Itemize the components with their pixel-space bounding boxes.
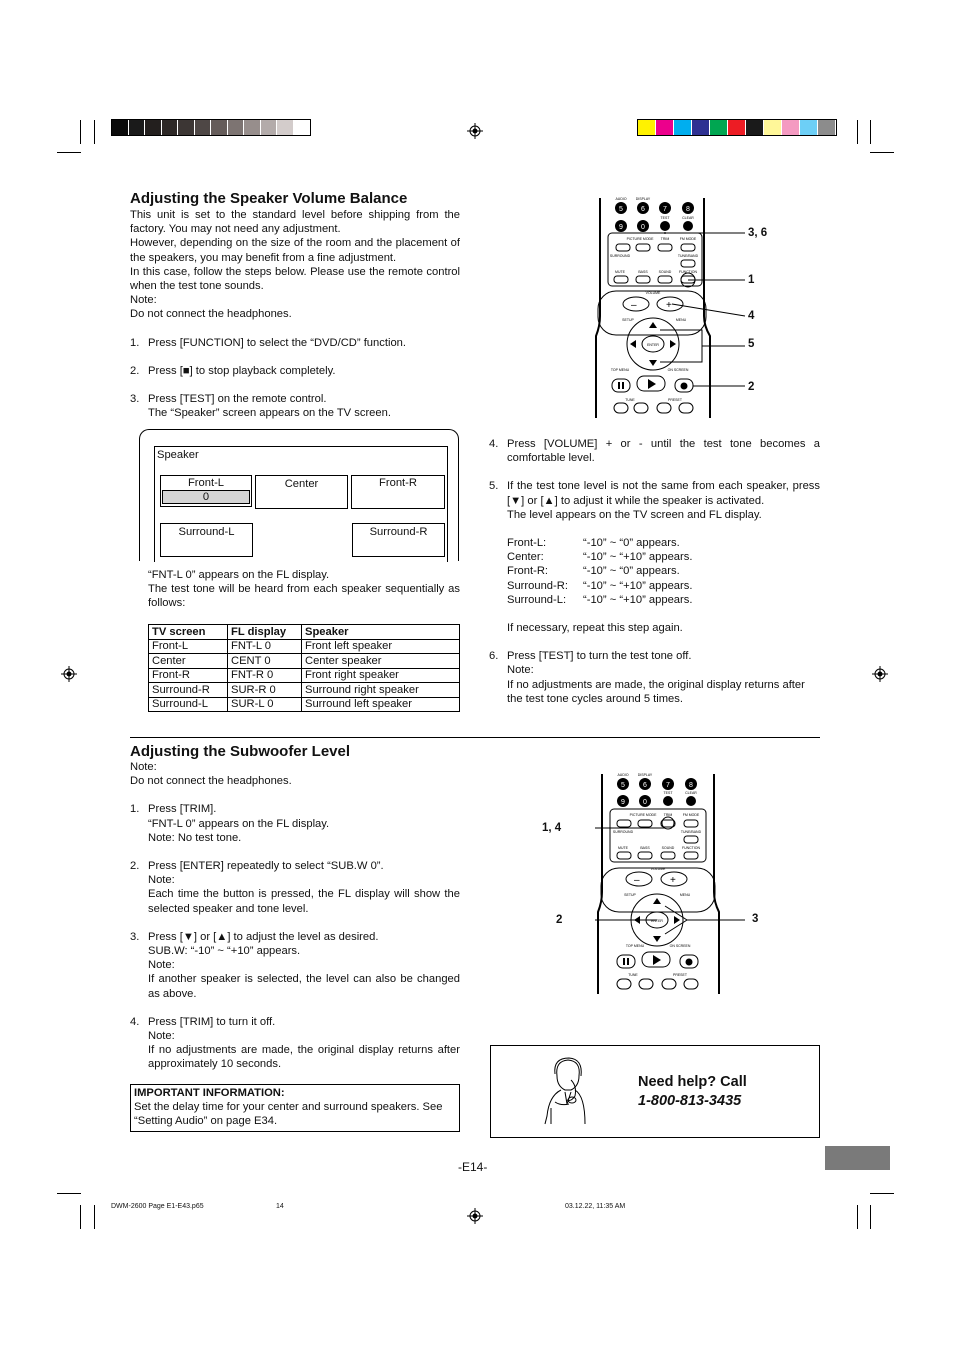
svg-text:MENU: MENU bbox=[679, 893, 691, 897]
step-2: 2. Press [ENTER] repeatedly to select “SUB.W 0”. Note: Each time the button is pressed, the FL display will show the selected speaker and tone level. bbox=[130, 860, 460, 915]
fl-display-note: “FNT-L 0” appears on the FL display. bbox=[148, 569, 330, 581]
svg-text:0: 0 bbox=[643, 799, 647, 806]
tv-speaker-screen bbox=[139, 429, 459, 561]
svg-text:SURROUND: SURROUND bbox=[612, 830, 634, 834]
svg-text:TRIM: TRIM bbox=[660, 237, 670, 241]
note-label: Note: bbox=[130, 761, 157, 773]
svg-text:9: 9 bbox=[621, 799, 625, 806]
callout-label: 2 bbox=[556, 914, 563, 926]
level-ranges bbox=[507, 536, 820, 607]
footer-date: 03.12.22, 11:35 AM bbox=[565, 1203, 626, 1210]
svg-text:ENTER: ENTER bbox=[651, 919, 663, 923]
important-info-box bbox=[130, 1084, 460, 1132]
table-row: Front-L FNT-L 0 Front left speaker bbox=[149, 639, 460, 654]
section-divider bbox=[130, 737, 820, 738]
color-swatch bbox=[710, 120, 728, 135]
svg-text:TRIM: TRIM bbox=[663, 813, 673, 817]
svg-text:TOP MENU: TOP MENU bbox=[625, 944, 645, 948]
help-text: Need help? Call 1-800-813-3435 bbox=[638, 1074, 747, 1109]
svg-text:6: 6 bbox=[641, 206, 645, 213]
note-text: Do not connect the headphones. bbox=[130, 308, 292, 321]
svg-text:MUTE: MUTE bbox=[615, 270, 625, 274]
svg-text:–: – bbox=[631, 300, 637, 311]
remote-control-diagram bbox=[595, 772, 775, 997]
svg-text:SURROUND: SURROUND bbox=[609, 254, 631, 258]
color-swatch bbox=[746, 120, 764, 135]
svg-text:5: 5 bbox=[619, 206, 623, 213]
callout-label: 2 bbox=[748, 381, 755, 393]
footer-page-no: 14 bbox=[276, 1203, 284, 1210]
color-swatch bbox=[674, 120, 692, 135]
table-header: TV screen bbox=[149, 625, 228, 640]
table-row: Surround-R SUR-R 0 Surround right speaker bbox=[149, 683, 460, 698]
speaker-table bbox=[148, 624, 460, 712]
svg-text:PICTURE MODE: PICTURE MODE bbox=[629, 813, 657, 817]
list-item: Front-R: “-10” ~ “0” appears. bbox=[507, 565, 680, 578]
list-item: Surround-R: “-10” ~ “+10” appears. bbox=[507, 579, 693, 592]
svg-text:MUTE: MUTE bbox=[618, 846, 628, 850]
svg-text:7: 7 bbox=[666, 782, 670, 789]
speaker-balance-section bbox=[130, 190, 460, 420]
footer-filename: DWM-2600 Page E1-E43.p65 bbox=[111, 1203, 204, 1210]
page-number: -E14- bbox=[458, 1160, 488, 1174]
svg-text:CLEAR: CLEAR bbox=[685, 791, 697, 795]
svg-text:BASS: BASS bbox=[640, 846, 650, 850]
svg-text:VOLUME: VOLUME bbox=[645, 291, 661, 295]
svg-text:8: 8 bbox=[686, 206, 690, 213]
step-6: 6. Press [TEST] to turn the test tone off. Note: If no adjustments are made, the original display returns after the test tone cycles around 5 times. bbox=[489, 650, 805, 705]
svg-text:7: 7 bbox=[663, 206, 667, 213]
svg-text:+: + bbox=[670, 875, 676, 886]
svg-text:FUNCTION: FUNCTION bbox=[678, 270, 698, 274]
gray-swatch bbox=[112, 120, 129, 135]
speaker-box-front-r: Front-R bbox=[351, 475, 445, 509]
table-row: Center CENT 0 Center speaker bbox=[149, 654, 460, 669]
table-header: FL display bbox=[228, 625, 302, 640]
note-label: Note: bbox=[130, 294, 157, 307]
svg-text:6: 6 bbox=[643, 782, 647, 789]
registration-mark-icon bbox=[467, 1208, 483, 1224]
speaker-box-surround-l: Surround-L bbox=[160, 523, 253, 557]
help-box bbox=[490, 1045, 820, 1138]
color-swatch bbox=[818, 120, 836, 135]
speaker-box-surround-r: Surround-R bbox=[352, 523, 445, 557]
subwoofer-section bbox=[130, 743, 460, 1072]
svg-text:SETUP: SETUP bbox=[624, 893, 636, 897]
step-4: 4. Press [TRIM] to turn it off. Note: If no adjustments are made, the original display returns after approximately 10 seconds. bbox=[130, 1015, 460, 1071]
callout-label: 3, 6 bbox=[748, 227, 768, 239]
svg-text:9: 9 bbox=[619, 224, 623, 231]
gray-swatch bbox=[211, 120, 228, 135]
svg-text:TUNE/BAND: TUNE/BAND bbox=[680, 830, 702, 834]
svg-text:SOUND: SOUND bbox=[661, 846, 675, 850]
svg-text:DISPLAY: DISPLAY bbox=[635, 197, 651, 201]
gray-swatch bbox=[162, 120, 179, 135]
table-row: Surround-L SUR-L 0 Surround left speaker bbox=[149, 697, 460, 712]
gray-swatch bbox=[294, 120, 311, 135]
svg-text:TOP MENU: TOP MENU bbox=[610, 368, 630, 372]
color-swatch bbox=[638, 120, 656, 135]
svg-text:TUNE: TUNE bbox=[625, 398, 635, 402]
svg-text:VOLUME: VOLUME bbox=[650, 867, 666, 871]
gray-swatch bbox=[228, 120, 245, 135]
step-2: 2. Press [■] to stop playback completely. bbox=[130, 364, 336, 377]
speaker-box-front-l: Front-L 0 bbox=[160, 475, 252, 507]
svg-text:MENU: MENU bbox=[675, 318, 687, 322]
important-text: Set the delay time for your center and surround speakers. See “Setting Audio” on page E34. bbox=[134, 1101, 443, 1128]
registration-mark-icon bbox=[467, 123, 483, 139]
svg-text:PRESET: PRESET bbox=[667, 398, 683, 402]
step-3: 3. Press [TEST] on the remote control. The “Speaker” screen appears on the TV screen. bbox=[130, 393, 391, 420]
sequence-note: The test tone will be heard from each speaker sequentially as follows: bbox=[148, 583, 460, 610]
gray-swatch bbox=[277, 120, 294, 135]
grayscale-bar bbox=[111, 119, 311, 136]
svg-text:TUNE/BAND: TUNE/BAND bbox=[677, 254, 699, 258]
svg-text:0: 0 bbox=[641, 224, 645, 231]
screen-title: Speaker bbox=[157, 449, 199, 461]
list-item: Surround-L: “-10” ~ “+10” appears. bbox=[507, 593, 693, 606]
gray-swatch bbox=[145, 120, 162, 135]
svg-text:CLEAR: CLEAR bbox=[682, 216, 694, 220]
svg-text:PICTURE MODE: PICTURE MODE bbox=[626, 237, 654, 241]
speaker-box-center: Center bbox=[255, 475, 348, 509]
svg-text:8: 8 bbox=[689, 782, 693, 789]
color-swatch bbox=[728, 120, 746, 135]
color-swatch bbox=[656, 120, 674, 135]
callout-label: 5 bbox=[748, 338, 755, 350]
svg-text:TUNE: TUNE bbox=[628, 973, 638, 977]
svg-text:TEST: TEST bbox=[660, 216, 670, 220]
registration-mark-icon bbox=[872, 666, 888, 682]
section-title: Adjusting the Subwoofer Level bbox=[130, 743, 351, 760]
list-item: Center: “-10” ~ “+10” appears. bbox=[507, 551, 693, 564]
svg-text:5: 5 bbox=[621, 782, 625, 789]
repeat-note: If necessary, repeat this step again. bbox=[507, 622, 683, 635]
svg-text:DISPLAY: DISPLAY bbox=[637, 773, 653, 777]
callout-label: 3 bbox=[752, 913, 759, 925]
svg-text:SETUP: SETUP bbox=[622, 318, 634, 322]
svg-text:AUDIO: AUDIO bbox=[615, 197, 627, 201]
step-5: 5. If the test tone level is not the same from each speaker, press [▼] or [▲] to adjust it while the speaker is activated. The level appears on the TV screen and FL display. bbox=[489, 480, 820, 521]
gray-swatch bbox=[178, 120, 195, 135]
gray-swatch bbox=[195, 120, 212, 135]
callout-label: 4 bbox=[748, 310, 755, 322]
phone-operator-icon bbox=[541, 1056, 591, 1126]
callout-label: 1 bbox=[748, 274, 755, 286]
step-3: 3. Press [▼] or [▲] to adjust the level as desired. SUB.W: “-10” ~ “+10” appears. Note: If another speaker is selected, the level can also be changed as above. bbox=[130, 930, 460, 1000]
section-title: Adjusting the Speaker Volume Balance bbox=[130, 190, 408, 207]
table-header: Speaker bbox=[302, 625, 460, 640]
color-swatch bbox=[782, 120, 800, 135]
callout-label: 1, 4 bbox=[542, 822, 562, 834]
svg-text:FM MODE: FM MODE bbox=[679, 237, 697, 241]
page-tab bbox=[825, 1146, 890, 1170]
svg-text:+: + bbox=[666, 300, 672, 311]
svg-text:ENTER: ENTER bbox=[647, 343, 659, 347]
svg-text:–: – bbox=[634, 875, 640, 886]
list-item: Front-L: “-10” ~ “0” appears. bbox=[507, 537, 680, 550]
svg-text:SOUND: SOUND bbox=[658, 270, 672, 274]
help-phone-number: 1-800-813-3435 bbox=[638, 1093, 742, 1109]
svg-text:PRESET: PRESET bbox=[672, 973, 688, 977]
color-swatch bbox=[800, 120, 818, 135]
intro-paragraph: In this case, follow the steps below. Please use the remote control when the test tone sounds. bbox=[130, 265, 460, 293]
important-title: IMPORTANT INFORMATION: bbox=[134, 1087, 285, 1099]
table-row: Front-R FNT-R 0 Front right speaker bbox=[149, 668, 460, 683]
note-text: Do not connect the headphones. bbox=[130, 775, 292, 788]
svg-text:ON SCREEN: ON SCREEN bbox=[667, 368, 689, 372]
svg-text:BASS: BASS bbox=[638, 270, 648, 274]
color-swatch bbox=[692, 120, 710, 135]
svg-text:FUNCTION: FUNCTION bbox=[681, 846, 701, 850]
step-1: 1. Press [FUNCTION] to select the “DVD/CD” function. bbox=[130, 336, 406, 349]
svg-text:AUDIO: AUDIO bbox=[617, 773, 629, 777]
gray-swatch bbox=[129, 120, 146, 135]
color-swatch bbox=[764, 120, 782, 135]
registration-mark-icon bbox=[61, 666, 77, 682]
front-l-level: 0 bbox=[162, 490, 250, 504]
svg-text:TEST: TEST bbox=[663, 791, 673, 795]
step-1: 1. Press [TRIM]. “FNT-L 0” appears on the FL display. Note: No test tone. bbox=[130, 803, 330, 844]
intro-paragraph: This unit is set to the standard level before shipping from the factory. You may not need any adjustment. bbox=[130, 209, 460, 236]
intro-paragraph: However, depending on the size of the room and the placement of the speakers, you may benefit from a fine adjustment. bbox=[130, 237, 460, 264]
step-4: 4. Press [VOLUME] + or - until the test tone becomes a comfortable level. bbox=[489, 438, 820, 465]
color-bar bbox=[637, 119, 837, 136]
gray-swatch bbox=[244, 120, 261, 135]
gray-swatch bbox=[261, 120, 278, 135]
svg-text:ON SCREEN: ON SCREEN bbox=[669, 944, 691, 948]
svg-text:FM MODE: FM MODE bbox=[682, 813, 700, 817]
